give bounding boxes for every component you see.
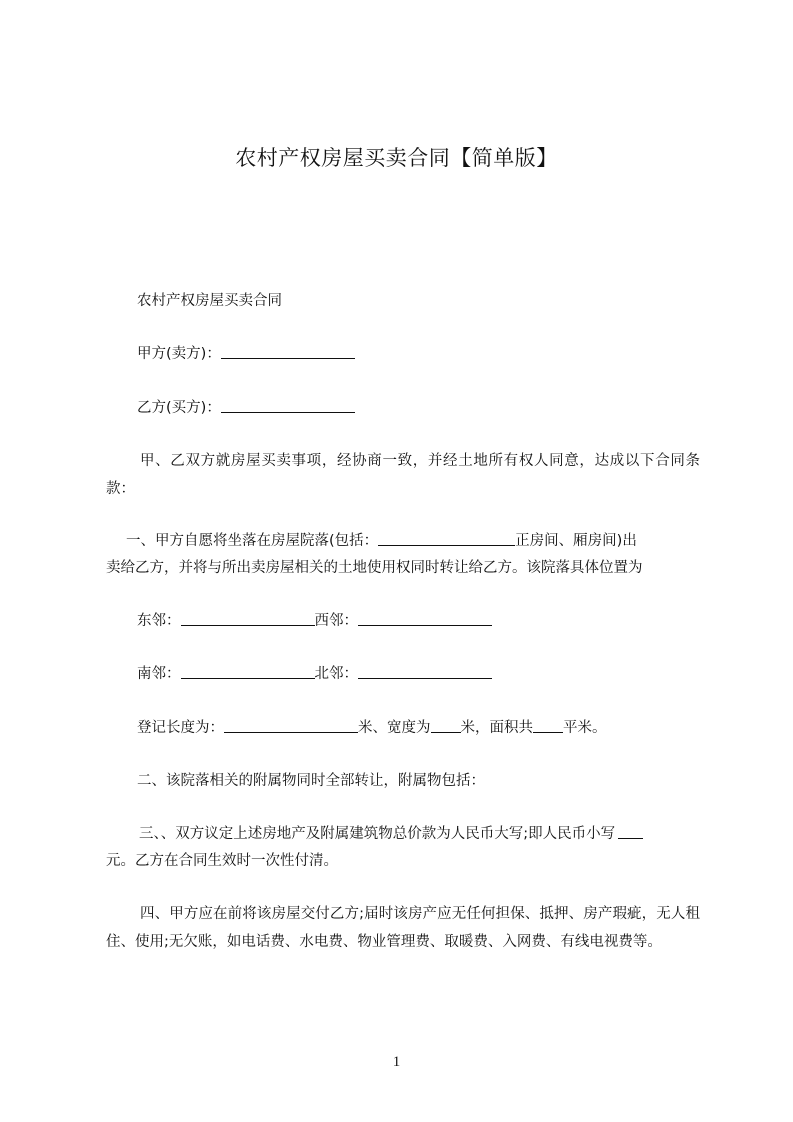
east-label: 东邻： bbox=[137, 613, 181, 629]
party-a-label: 甲方(卖方)： bbox=[137, 346, 221, 362]
south-label: 南邻： bbox=[137, 666, 181, 682]
document-title: 农村产权房屋买卖合同【简单版】 bbox=[235, 146, 558, 170]
register-mid2: 米，面积共 bbox=[460, 720, 533, 736]
register-end: 平米。 bbox=[563, 720, 607, 736]
clause-3-line-2: 元。乙方在合同生效时一次性付清。 bbox=[106, 853, 338, 869]
clause-3-blank bbox=[618, 824, 643, 839]
party-a-line bbox=[137, 340, 355, 368]
party-b-blank bbox=[221, 398, 355, 413]
west-label: 西邻： bbox=[314, 613, 358, 629]
area-blank bbox=[533, 718, 563, 733]
east-west-line bbox=[137, 607, 492, 635]
party-b-line bbox=[137, 394, 355, 422]
clause-1-text-a: 一、甲方自愿将坐落在房屋院落(包括： bbox=[126, 533, 379, 549]
south-blank bbox=[181, 664, 315, 679]
south-north-line bbox=[137, 660, 492, 688]
register-mid: 米、宽度为 bbox=[358, 720, 431, 736]
length-blank bbox=[224, 718, 358, 733]
east-blank bbox=[181, 611, 315, 626]
clause-1-text-b: 正房间、厢房间)出 bbox=[515, 533, 637, 549]
clause-1-line-1 bbox=[106, 527, 637, 555]
contract-heading: 农村产权房屋买卖合同 bbox=[137, 293, 282, 309]
clause-3-text: 三、、双方议定上述房地产及附属建筑物总价款为人民币大写;即人民币小写 bbox=[139, 826, 616, 842]
clause-2: 二、该院落相关的附属物同时全部转让，附属物包括： bbox=[137, 773, 485, 789]
clause-4: 四、甲方应在前将该房屋交付乙方;届时该房产应无任何担保、抵押、房产瑕疵，无人租住、使用;无欠账，如电话费、水电费、物业管理费、取暖费、入网费、有线电视费等。 bbox=[106, 906, 700, 950]
west-blank bbox=[358, 611, 492, 626]
clause-1-line-2: 卖给乙方，并将与所出卖房屋相关的土地使用权同时转让给乙方。该院落具体位置为 bbox=[106, 560, 643, 576]
party-b-label: 乙方(买方)： bbox=[137, 400, 221, 416]
party-a-blank bbox=[221, 344, 355, 359]
page-number: 1 bbox=[392, 1054, 401, 1070]
width-blank bbox=[431, 718, 461, 733]
clause-3-line-1 bbox=[106, 820, 643, 848]
north-blank bbox=[358, 664, 492, 679]
register-line bbox=[137, 714, 607, 742]
agreement-paragraph: 甲、乙双方就房屋买卖事项，经协商一致，并经土地所有权人同意，达成以下合同条款： bbox=[106, 453, 700, 497]
register-label: 登记长度为： bbox=[137, 720, 224, 736]
clause-1-blank bbox=[378, 531, 515, 546]
north-label: 北邻： bbox=[314, 666, 358, 682]
